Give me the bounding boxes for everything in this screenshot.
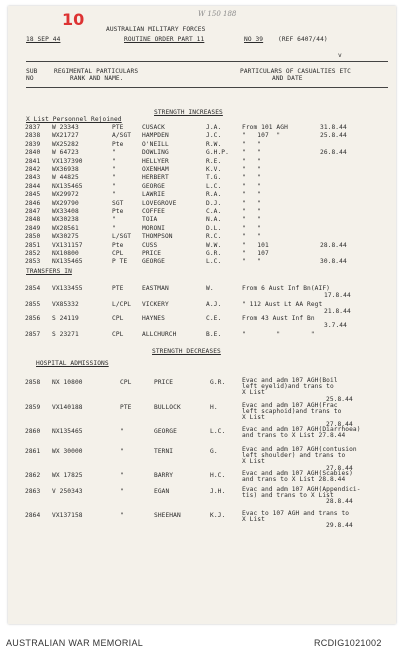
entry-regimental-no: NX135465 [52,258,83,266]
admission-sub-no: 2858 [25,379,41,386]
entry-surname: GEORGE [142,258,165,266]
transfer-sub-no: 2855 [25,301,41,308]
subsection-x-list: X List Personnel Rejoined [26,116,122,123]
entry-sub-no: 2843 [25,174,41,182]
admission-rank: " [120,428,124,435]
entry-sub-no: 2852 [25,250,41,257]
transfer-rank: CPL [112,315,124,322]
section-strength-increases: STRENGTH INCREASES [154,109,223,116]
entry-rank: PTE [112,124,124,131]
transfer-surname: HAYNES [142,315,165,322]
entry-rank: P TE [112,258,128,266]
transfer-sub-no: 2854 [25,285,41,292]
entry-surname: MORONI [142,224,165,232]
admission-surname: TERNI [154,448,174,455]
entry-particulars: " " [242,258,262,266]
transfer-surname: EASTMAN [142,285,169,292]
subsection-hospital-admissions: HOSPITAL ADMISSIONS [36,360,109,367]
entry-initials: K.V. [206,166,222,173]
entry-surname: LOVEGROVE [142,199,177,207]
entry-rank: " [112,157,116,165]
transfer-particulars: From 6 Aust Inf Bn(AIF) [242,285,330,292]
section-strength-decreases: STRENGTH DECREASES [152,348,221,355]
transfer-regimental-no: S 24119 [52,315,79,322]
entry-regimental-no: WX36938 [52,166,79,173]
admission-detail-line: Evac and adm 107 AGH(Appendici- [242,486,361,493]
admission-rank: " [120,512,124,519]
admission-detail-line: Evac and adm 107 AGH(Boil [242,377,338,384]
entry-surname: CUSS [142,241,158,249]
admission-rank: PTE [120,404,132,411]
entry-particulars: From 101 AGH [242,124,288,131]
admission-detail-line: Evac and adm 107 AGH(contusion [242,446,357,453]
admission-detail-line: Evac and adm 107 AGH(Diarrhoea) [242,426,361,433]
header-sub: SUB [26,68,38,75]
header-rank-name: RANK AND NAME. [70,75,124,82]
transfer-regimental-no: VX85332 [52,301,79,308]
transfer-rank: PTE [112,285,124,292]
entry-particulars: " " [242,140,262,148]
entry-rank: " [112,182,116,190]
entry-sub-no: 2849 [25,224,41,232]
header-rule-bottom [26,87,388,88]
entry-particulars: " " [242,216,262,224]
admission-detail-line: and trans to X List 27.8.44 [242,432,346,440]
entry-initials: L.C. [206,182,222,190]
transfer-sub-no: 2857 [25,331,41,338]
admission-detail-line: 27.8.44 [326,464,353,472]
transfer-initials: B.E. [206,331,222,338]
entry-surname: HAMPDEN [142,132,169,140]
entry-initials: R.W. [206,140,222,148]
admission-surname: SHEEHAN [154,512,181,519]
entry-sub-no: 2838 [25,132,41,140]
entry-initials: G.R. [206,250,222,257]
transfer-surname: ALLCHURCH [142,331,177,338]
admission-regimental-no: V 250343 [52,488,83,495]
entry-sub-no: 2841 [25,157,41,165]
entry-initials: R.C. [206,233,222,241]
transfer-regimental-no: VX133455 [52,285,83,292]
entry-sub-no: 2842 [25,166,41,173]
transfer-date: 3.7.44 [324,322,347,329]
entry-surname: DOWLING [142,149,169,157]
entry-regimental-no: WX21727 [52,132,79,140]
admission-detail-line: 25.8.44 [326,395,353,403]
entry-particulars: " 107 [242,250,269,257]
entry-particulars: " " [242,191,262,199]
admission-initials: J.H. [210,488,226,495]
section-transfers-in: TRANSFERS IN [26,268,72,275]
entry-particulars: " " [242,166,262,173]
entry-initials: T.G. [206,174,222,182]
entry-rank: " [112,224,116,232]
admission-regimental-no: VX140188 [52,404,83,411]
admission-surname: EGAN [154,488,170,495]
admission-sub-no: 2861 [25,448,41,455]
admission-regimental-no: VX137158 [52,512,83,519]
admission-sub-no: 2860 [25,428,41,435]
entry-rank: " [112,166,116,173]
document-title: AUSTRALIAN MILITARY FORCES [106,26,206,33]
entry-surname: COFFEE [142,208,165,215]
entry-initials: J.C. [206,132,222,140]
entry-initials: D.L. [206,224,222,232]
entry-sub-no: 2844 [25,182,41,190]
transfer-rank: CPL [112,331,124,338]
entry-initials: L.C. [206,258,222,266]
entry-date: 26.8.44 [320,149,347,157]
entry-particulars: " " [242,199,262,207]
admission-rank: " [120,488,124,495]
entry-regimental-no: VX137390 [52,157,83,165]
entry-surname: CUSACK [142,124,165,131]
admission-regimental-no: WX 17825 [52,472,83,479]
admission-regimental-no: WX 30000 [52,448,83,455]
entry-surname: HELLYER [142,157,169,165]
entry-rank: Pte [112,140,124,148]
entry-initials: R.A. [206,191,222,199]
entry-regimental-no: W 44825 [52,174,79,182]
entry-initials: D.J. [206,199,222,207]
admission-detail-line: Evac and adm 107 AGH(Scabies) [242,470,353,477]
entry-surname: LAWRIE [142,191,165,199]
admission-initials: H. [210,404,218,411]
entry-particulars: " " [242,157,262,165]
admission-detail-line: 28.8.44 [326,498,353,506]
entry-regimental-no: WX29972 [52,191,79,199]
entry-rank: SGT [112,199,124,207]
entry-rank: " [112,216,116,224]
footer-institution: AUSTRALIAN WAR MEMORIAL [6,638,144,648]
entry-particulars: " " [242,224,262,232]
entry-regimental-no: WX28561 [52,224,79,232]
admission-detail-line: X List [242,414,265,422]
admission-surname: GEORGE [154,428,177,435]
order-date: 18 SEP 44 [26,36,61,43]
admission-detail-line: X List [242,516,265,524]
admission-sub-no: 2864 [25,512,41,519]
entry-sub-no: 2848 [25,216,41,224]
admission-detail-line: left shoulder) and trans to [242,452,346,460]
handwritten-number: 10 [62,10,85,29]
order-reference: (REF 6407/44) [278,36,328,43]
header-casualties: PARTICULARS OF CASUALTIES ETC [240,68,351,75]
entry-rank: A/SGT [112,132,132,140]
header-and-date: AND DATE [272,75,303,82]
entry-sub-no: 2840 [25,149,41,157]
entry-surname: OXENHAM [142,166,169,173]
admission-detail-line: left eyelid)and trans to [242,383,334,391]
entry-surname: PRICE [142,250,162,257]
admission-detail-line: 27.8.44 [326,420,353,428]
entry-rank: " [112,191,116,199]
admission-rank: " [120,472,124,479]
order-number: NO 39 [244,36,264,43]
admission-regimental-no: NX135465 [52,428,83,435]
admission-surname: BULLOCK [154,404,181,411]
transfer-particulars: From 43 Aust Inf Bn [242,315,315,322]
entry-sub-no: 2845 [25,191,41,199]
admission-rank: CPL [120,379,132,386]
entry-regimental-no: W 64723 [52,149,79,157]
transfer-rank: L/CPL [112,301,132,308]
admission-initials: H.C. [210,472,226,479]
entry-rank: Pte [112,208,124,215]
entry-regimental-no: W 23343 [52,124,79,131]
transfer-initials: W. [206,285,214,292]
transfer-surname: VICKERY [142,301,169,308]
handwritten-reference: W 150 188 [198,10,237,18]
entry-initials: W.W. [206,241,222,249]
entry-initials: J.A. [206,124,222,131]
header-rule-top [26,61,388,62]
transfer-sub-no: 2856 [25,315,41,322]
entry-surname: GEORGE [142,182,165,190]
admission-rank: " [120,448,124,455]
admission-sub-no: 2863 [25,488,41,495]
entry-sub-no: 2850 [25,233,41,241]
transfer-particulars: " 112 Aust Lt AA Regt [242,301,323,308]
entry-regimental-no: NX10800 [52,250,79,257]
entry-regimental-no: WX30275 [52,233,79,241]
admission-sub-no: 2862 [25,472,41,479]
transfer-regimental-no: S 23271 [52,331,79,338]
entry-date: 31.8.44 [320,124,347,131]
admission-detail-line: X List [242,458,265,466]
admission-detail-line: left scaphoid)and trans to [242,408,342,416]
entry-regimental-no: WX25282 [52,140,79,148]
transfer-particulars: " " " [242,331,315,338]
entry-rank: Pte [112,241,124,249]
admission-detail-line: and trans to X List 28.8.44 [242,476,346,484]
entry-surname: HERBERT [142,174,169,182]
admission-regimental-no: NX 10800 [52,379,83,386]
admission-initials: L.C. [210,428,226,435]
admission-surname: PRICE [154,379,174,386]
entry-particulars: " " [242,182,262,190]
entry-surname: O'NEILL [142,140,169,148]
entry-particulars: " " [242,174,262,182]
header-regimental: REGIMENTAL PARTICULARS [54,68,139,75]
entry-initials: C.A. [206,208,222,215]
entry-particulars: " 101 [242,241,269,249]
transfer-initials: A.J. [206,301,222,308]
entry-sub-no: 2837 [25,124,41,131]
entry-particulars: " " [242,149,262,157]
admission-initials: G. [210,448,218,455]
admission-detail-line: tis) and trans to X List [242,492,334,500]
entry-initials: N.A. [206,216,222,224]
admission-detail-line: 29.8.44 [326,522,353,530]
entry-sub-no: 2851 [25,241,41,249]
transfer-date: 17.8.44 [324,292,351,299]
entry-rank: " [112,174,116,182]
footer-image-code: RCDIG1021002 [314,638,382,648]
entry-rank: " [112,149,116,157]
transfer-date: 21.8.44 [324,308,351,315]
tick-mark: v [338,52,342,59]
entry-regimental-no: NX135465 [52,182,83,190]
entry-date: 25.8.44 [320,132,347,140]
entry-sub-no: 2846 [25,199,41,207]
transfer-initials: C.E. [206,315,222,322]
document-page [8,6,396,624]
admission-surname: BARRY [154,472,174,479]
entry-particulars: " " [242,233,262,241]
entry-rank: CPL [112,250,124,257]
admission-detail-line: Evac to 107 AGH and trans to [242,510,350,517]
entry-particulars: " " [242,208,262,215]
order-part: ROUTINE ORDER PART 11 [124,36,205,43]
entry-surname: THOMPSON [142,233,173,241]
entry-initials: G.H.P. [206,149,229,157]
entry-sub-no: 2853 [25,258,41,266]
entry-regimental-no: WX29790 [52,199,79,207]
admission-sub-no: 2859 [25,404,41,411]
entry-date: 30.8.44 [320,258,347,266]
entry-regimental-no: VX131157 [52,241,83,249]
entry-regimental-no: WX33408 [52,208,79,215]
entry-rank: L/SGT [112,233,132,241]
admission-initials: G.R. [210,379,226,386]
admission-detail-line: X List [242,389,265,397]
header-no: NO [26,75,34,82]
entry-particulars: " 107 " [242,132,281,140]
admission-detail-line: Evac and adm 107 AGH(Frac [242,402,338,409]
admission-initials: K.J. [210,512,226,519]
entry-surname: TOIA [142,216,158,224]
entry-sub-no: 2847 [25,208,41,215]
entry-date: 28.8.44 [320,241,347,249]
entry-regimental-no: WX30238 [52,216,79,224]
entry-sub-no: 2839 [25,140,41,148]
entry-initials: R.E. [206,157,222,165]
